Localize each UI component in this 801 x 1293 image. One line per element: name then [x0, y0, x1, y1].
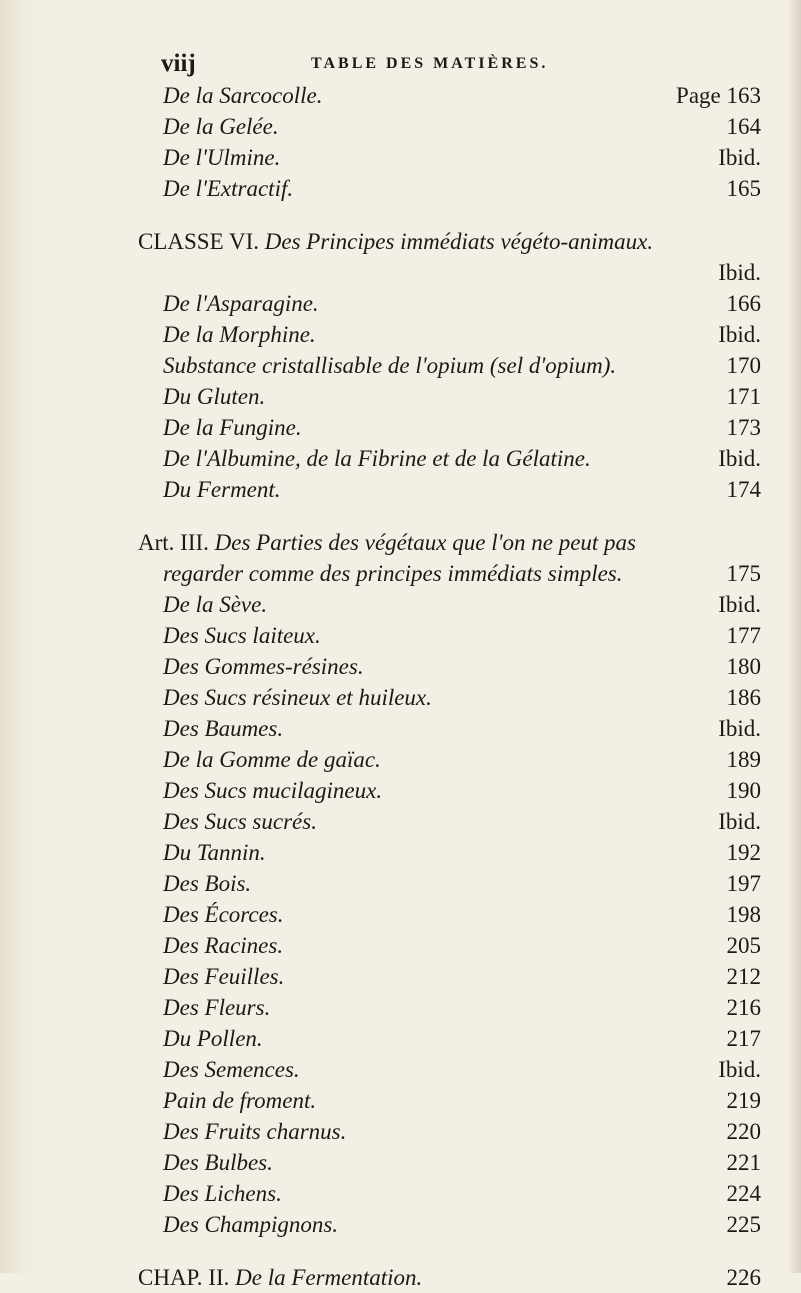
entry-title: De l'Asparagine. — [163, 291, 319, 316]
entry-page: 217 — [726, 1026, 761, 1051]
entry-title: Des Feuilles. — [163, 964, 285, 989]
entry-page: 219 — [726, 1088, 761, 1113]
art-label: Art. III. — [138, 530, 209, 555]
toc-entry — [163, 868, 761, 899]
page-edge-right — [787, 0, 801, 1273]
chap-title: De la Fermentation. — [235, 1265, 423, 1290]
classe-title: Des Principes immédiats végéto-animaux. — [264, 229, 654, 254]
entry-title: Des Bulbes. — [163, 1150, 273, 1175]
entry-page: 170 — [726, 353, 761, 378]
entry-page: Page 163 — [676, 83, 761, 108]
classe-page: Ibid. — [718, 260, 761, 285]
entry-title: Des Fleurs. — [163, 995, 271, 1020]
toc-entry — [163, 412, 761, 443]
toc-entry — [163, 775, 761, 806]
entry-page: Ibid. — [718, 322, 761, 347]
entry-page: 220 — [726, 1119, 761, 1144]
toc-entry — [163, 80, 761, 111]
toc-entry — [163, 806, 761, 837]
toc-entry — [163, 1209, 761, 1240]
entry-page: 180 — [726, 654, 761, 679]
toc-entry — [163, 142, 761, 173]
entry-title: Des Sucs sucrés. — [163, 809, 317, 834]
chap-page: 226 — [726, 1265, 761, 1290]
entry-title: Des Sucs résineux et huileux. — [163, 685, 432, 710]
entry-title: Des Bois. — [163, 871, 252, 896]
entry-title: Du Pollen. — [163, 1026, 263, 1051]
entry-title: Du Ferment. — [163, 477, 281, 502]
classe-heading — [138, 226, 761, 288]
toc-entry — [163, 744, 761, 775]
entry-title: De l'Extractif. — [163, 176, 294, 201]
entry-page: 197 — [726, 871, 761, 896]
entry-page: Ibid. — [718, 716, 761, 741]
toc-entry — [163, 1147, 761, 1178]
art-title-line2: regarder comme des principes immédiats simples. — [163, 561, 623, 586]
page-number: viij — [161, 50, 196, 77]
entry-page: 190 — [726, 778, 761, 803]
entry-page: Ibid. — [718, 809, 761, 834]
entry-title: De la Gomme de gaïac. — [163, 747, 381, 772]
entry-page: 212 — [726, 964, 761, 989]
entry-title: Du Gluten. — [163, 384, 266, 409]
entry-page: 189 — [726, 747, 761, 772]
entry-page: Ibid. — [718, 446, 761, 471]
toc-entry — [163, 288, 761, 319]
entry-page: 166 — [726, 291, 761, 316]
entry-page: 165 — [726, 176, 761, 201]
toc-entry — [163, 899, 761, 930]
entry-title: De la Sarcocolle. — [163, 83, 323, 108]
entry-title: De la Gelée. — [163, 114, 279, 139]
entry-title: De la Morphine. — [163, 322, 316, 347]
entry-title: De la Fungine. — [163, 415, 302, 440]
art-heading — [138, 527, 761, 589]
page-header — [163, 40, 761, 80]
art-title-line1: Des Parties des végétaux que l'on ne peut pas — [214, 530, 637, 555]
entry-title: Des Sucs mucilagineux. — [163, 778, 383, 803]
entry-title: De la Sève. — [163, 592, 268, 617]
entry-title: Des Champignons. — [163, 1212, 339, 1237]
entry-page: 221 — [726, 1150, 761, 1175]
entry-title: Substance cristallisable de l'opium (sel d'opium). — [163, 353, 617, 378]
running-title: TABLE DES MATIÈRES. — [311, 55, 549, 72]
toc-entry — [163, 443, 761, 474]
toc-block-2 — [163, 288, 761, 505]
toc-entry — [163, 381, 761, 412]
entry-page: Ibid. — [718, 1057, 761, 1082]
entry-title: De l'Albumine, de la Fibrine et de la Gélatine. — [163, 446, 591, 471]
entry-page: 173 — [726, 415, 761, 440]
entry-page: Ibid. — [718, 145, 761, 170]
entry-page: 225 — [726, 1212, 761, 1237]
entry-page: 171 — [726, 384, 761, 409]
classe-label: CLASSE VI. — [138, 229, 259, 254]
toc-entry — [163, 992, 761, 1023]
entry-page: 164 — [726, 114, 761, 139]
page-edge-left — [0, 0, 38, 1273]
toc-entry — [163, 930, 761, 961]
toc-entry — [163, 1085, 761, 1116]
entry-title: Des Semences. — [163, 1057, 300, 1082]
entry-title: Des Baumes. — [163, 716, 284, 741]
toc-block-3 — [163, 589, 761, 1240]
toc-entry — [163, 1023, 761, 1054]
toc-entry — [163, 173, 761, 204]
entry-page: 205 — [726, 933, 761, 958]
toc-entry — [163, 319, 761, 350]
entry-page: 198 — [726, 902, 761, 927]
chap-heading — [138, 1262, 761, 1293]
toc-entry — [163, 713, 761, 744]
entry-title: Des Sucs laiteux. — [163, 623, 321, 648]
toc-entry — [163, 961, 761, 992]
entry-title: De l'Ulmine. — [163, 145, 281, 170]
entry-page: 224 — [726, 1181, 761, 1206]
toc-entry — [163, 350, 761, 381]
toc-entry — [163, 1178, 761, 1209]
entry-title: Pain de froment. — [163, 1088, 317, 1113]
entry-title: Des Racines. — [163, 933, 284, 958]
entry-page: 186 — [726, 685, 761, 710]
toc-entry — [163, 620, 761, 651]
toc-entry — [163, 651, 761, 682]
toc-entry — [163, 682, 761, 713]
entry-page: 177 — [726, 623, 761, 648]
entry-page: 192 — [726, 840, 761, 865]
entry-title: Des Gommes-résines. — [163, 654, 364, 679]
entry-title: Des Écorces. — [163, 902, 284, 927]
toc-entry — [163, 589, 761, 620]
toc-entry — [163, 1054, 761, 1085]
toc-block-1 — [163, 80, 761, 204]
toc-entry — [163, 837, 761, 868]
entry-page: 216 — [726, 995, 761, 1020]
entry-title: Des Fruits charnus. — [163, 1119, 347, 1144]
toc-entry — [163, 1116, 761, 1147]
entry-page: Ibid. — [718, 592, 761, 617]
toc-entry — [163, 111, 761, 142]
entry-title: Des Lichens. — [163, 1181, 282, 1206]
art-page: 175 — [726, 561, 761, 586]
chap-label: CHAP. II. — [138, 1265, 230, 1290]
toc-entry — [163, 474, 761, 505]
entry-page: 174 — [726, 477, 761, 502]
entry-title: Du Tannin. — [163, 840, 266, 865]
page-content — [138, 40, 761, 1293]
